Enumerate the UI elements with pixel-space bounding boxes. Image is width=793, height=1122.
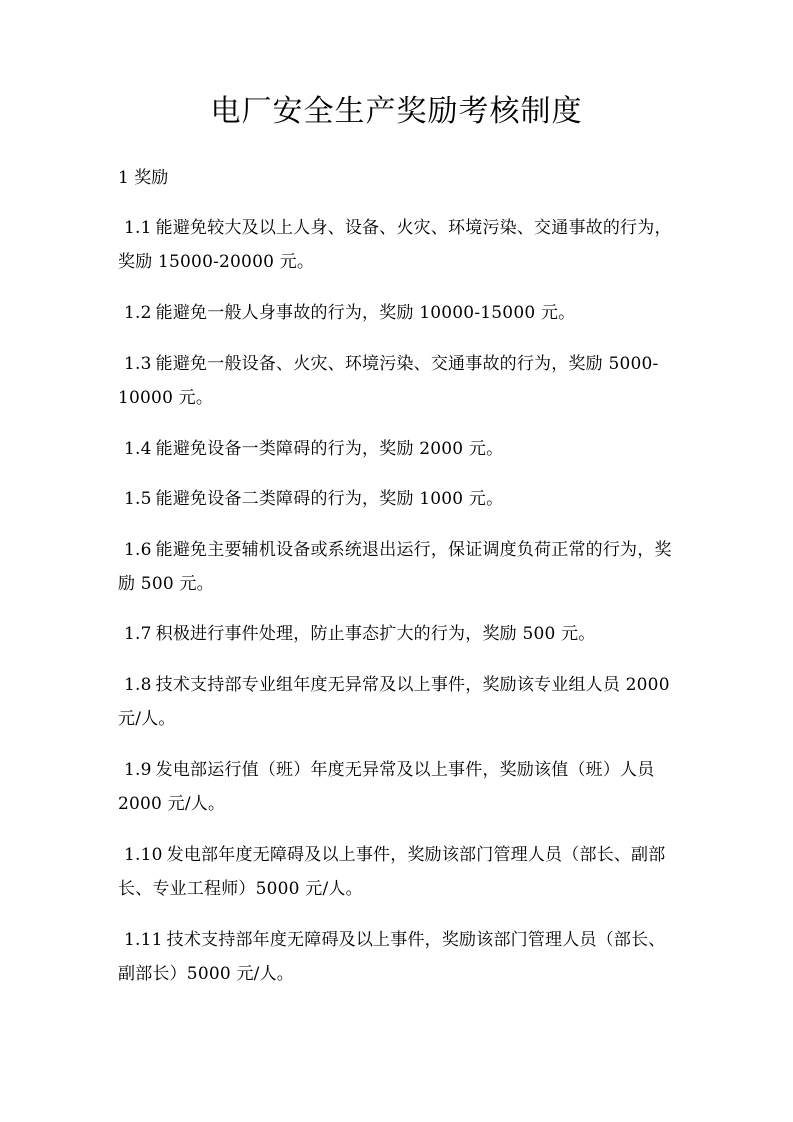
document-title: 电厂安全生产奖励考核制度 [210,94,583,129]
clause-text: 能避免较大及以上人身、设备、火灾、环境污染、交通事故的行为，奖励 15000-20000 元。 [118,218,672,272]
clause-number: 1.5 [124,489,152,509]
clause-number: 1.4 [124,439,152,459]
clause-text: 能避免一般设备、火灾、环境污染、交通事故的行为，奖励 5000-10000 元。 [118,354,659,408]
clause-text: 能避免设备二类障碍的行为，奖励 1000 元。 [155,489,504,509]
clause-item [118,533,680,601]
clause-text: 积极进行事件处理，防止事态扩大的行为，奖励 500 元。 [155,624,596,644]
clause-text: 发电部年度无障碍及以上事件，奖励该部门管理人员（部长、副部长、专业工程师）5000 元/人。 [118,845,666,899]
clause-number: 1.10 [124,845,163,865]
clause-text: 能避免设备一类障碍的行为，奖励 2000 元。 [155,439,504,459]
clause-item [118,923,680,991]
clause-text: 技术支持部年度无障碍及以上事件，奖励该部门管理人员（部长、副部长）5000 元/人。 [118,930,666,984]
clause-text: 能避免主要辅机设备或系统退出运行，保证调度负荷正常的行为，奖励 500 元。 [118,540,672,594]
clause-number: 1.8 [124,675,152,695]
clause-text: 技术支持部专业组年度无异常及以上事件，奖励该专业组人员 2000 元/人。 [118,675,670,729]
clause-item [118,296,680,330]
clause-item [118,347,680,415]
clause-item [118,668,680,736]
clause-item [118,617,680,651]
section-heading: 1 奖励 [118,168,169,188]
clause-number: 1.3 [124,354,152,374]
clause-item [118,753,680,821]
clause-text: 发电部运行值（班）年度无异常及以上事件，奖励该值（班）人员 2000 元/人。 [118,760,655,814]
clause-text: 能避免一般人身事故的行为，奖励 10000-15000 元。 [155,303,576,323]
clause-item [118,432,680,466]
clause-number: 1.9 [124,760,152,780]
clause-item [118,482,680,516]
clause-number: 1.6 [124,540,152,560]
clause-number: 1.11 [124,930,163,950]
clause-number: 1.2 [124,303,152,323]
clause-number: 1.1 [124,218,152,238]
clause-item [118,838,680,906]
clause-number: 1.7 [124,624,152,644]
clause-item [118,211,680,279]
